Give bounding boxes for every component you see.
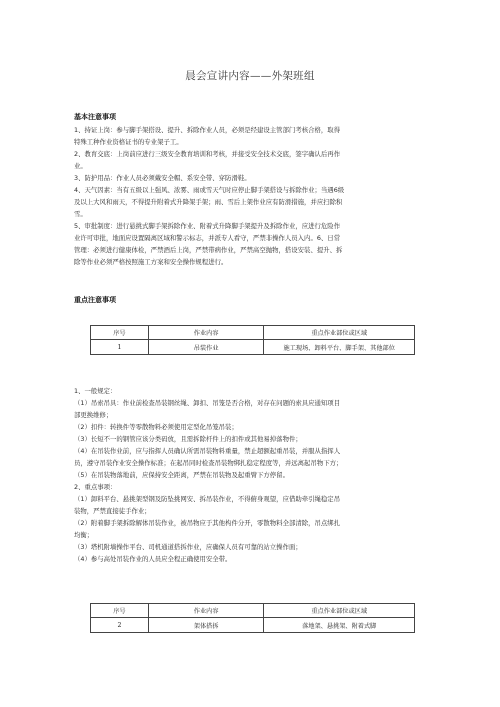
basic-notes-heading: 基本注意事项	[74, 113, 116, 121]
rule-line: （1）卸料平台、悬挑架型钢及防坠挑网安、拆吊装作业，不得俯身观望，应借助牵引绳稳定吊	[74, 495, 341, 503]
cell-work-content: 架体搭拆	[148, 618, 264, 633]
header-seq: 序号	[91, 604, 149, 618]
key-work-table-2	[90, 603, 415, 633]
rule-line: 2、重点事项：	[74, 483, 117, 491]
rule-line: （4）在吊装作业前，应与指挥人员确认所需吊装物料重量，禁止超额起重吊装，并服从指挥人	[74, 447, 341, 455]
header-work-content: 作业内容	[148, 326, 264, 340]
cell-seq: 1	[91, 340, 149, 355]
basic-line: 雪。	[74, 210, 87, 218]
basic-line: 管理：必须进行健康体检，严禁酒后上岗，严禁带病作业，严禁高空抛物，搭设安装、提升、拆	[74, 246, 343, 254]
basic-line: 3、防护用品：作业人员必须戴安全帽、系安全带、穿防滑鞋。	[74, 174, 251, 182]
rule-line: （4）参与高处吊装作业的人员应全程正确使用安全带。	[74, 555, 232, 563]
header-key-area: 重点作业部位或区域	[264, 326, 415, 340]
key-notes-heading: 重点注意事项	[74, 296, 116, 304]
key-work-table-1	[90, 325, 415, 355]
rule-line: （5）在吊装物落地前，应保持安全距离，严禁在吊装物及起重臂下方停留。	[74, 471, 289, 479]
lifting-rules-body	[74, 385, 430, 565]
rule-line: （2）附着脚手架拆除解体吊装作业，被吊物应于其他构件分开，零散物料全部清除，吊点绑扎	[74, 519, 341, 527]
cell-work-content: 吊装作业	[148, 340, 264, 355]
rule-line: （2）扣件：转换件等零散物料必须使用定型化吊笼吊装；	[74, 423, 238, 431]
cell-key-area: 施工现场、卸料平台、脚手架、其他部位	[264, 340, 415, 355]
header-work-content: 作业内容	[148, 604, 264, 618]
header-seq: 序号	[91, 326, 149, 340]
basic-line: 业。	[74, 162, 87, 170]
table-header-row	[91, 604, 415, 618]
rule-line: （3）塔机附墙操作平台、司机通道搭拆作业，应确保人员有可靠的站立操作面；	[74, 543, 302, 551]
basic-line: 除等作业必须严格按照施工方案和安全操作规程进行。	[74, 258, 228, 266]
basic-line: 及以上大风和雨天，不得提升附着式升降架手架；雨、雪后上架作业应有防滑措施，并应扫除积	[74, 198, 343, 206]
cell-seq: 2	[91, 618, 149, 633]
basic-line: 特殊工种作业资格证书的专业架子工。	[74, 138, 183, 146]
basic-line: 1、持证上岗：参与脚手架搭设、提升、拆除作业人员，必须是经建设主管部门考核合格，取得	[74, 126, 341, 134]
table-header-row	[91, 326, 415, 340]
rule-line: （3）长短不一的钢管应该分类码放，且需拆除杆件上的扣件或其他易掉落物件；	[74, 435, 302, 443]
rule-line: 装物，严禁直接徒手作业；	[74, 507, 151, 515]
basic-line: 业许可审批，地面应设置隔离区域和警示标志，并派专人看守，严禁非操作人员入内。6、日常	[74, 234, 341, 242]
rule-line: （1）吊索吊具：作业前检查吊装钢丝绳、卸扣、吊笼是否合格，对存在问题的索具应通知项目	[74, 399, 341, 407]
table-row	[91, 618, 415, 633]
header-key-area: 重点作业部位或区域	[264, 604, 415, 618]
basic-line: 5、审批制度：进行悬挑式脚手架拆除作业、附着式升降脚手架提升及拆除作业，应进行危险作	[74, 222, 341, 230]
basic-line: 2、教育交底：上岗前应进行三级安全教育培训和考核，并接受安全技术交底，签字确认后再作	[74, 150, 341, 158]
rule-line: 1、一般规定：	[74, 387, 117, 395]
basic-notes-body	[74, 124, 430, 268]
rule-line: 员，遵守吊装作业安全操作标准；在起吊同时检查吊装物绑扎稳定程度等，并远离起吊物下方；	[74, 459, 343, 467]
cell-key-area: 落地架、悬挑架、附着式脚	[264, 618, 415, 633]
rule-line: 部更换维修；	[74, 411, 113, 419]
basic-line: 4、天气因素：当有五级以上强风、浓雾、雨或雪天气时应停止脚手架搭设与拆除作业；当遇6级	[74, 186, 345, 194]
table-row	[91, 340, 415, 355]
page-title: 晨会宣讲内容——外架班组	[185, 70, 315, 82]
rule-line: 均衡；	[74, 531, 94, 539]
